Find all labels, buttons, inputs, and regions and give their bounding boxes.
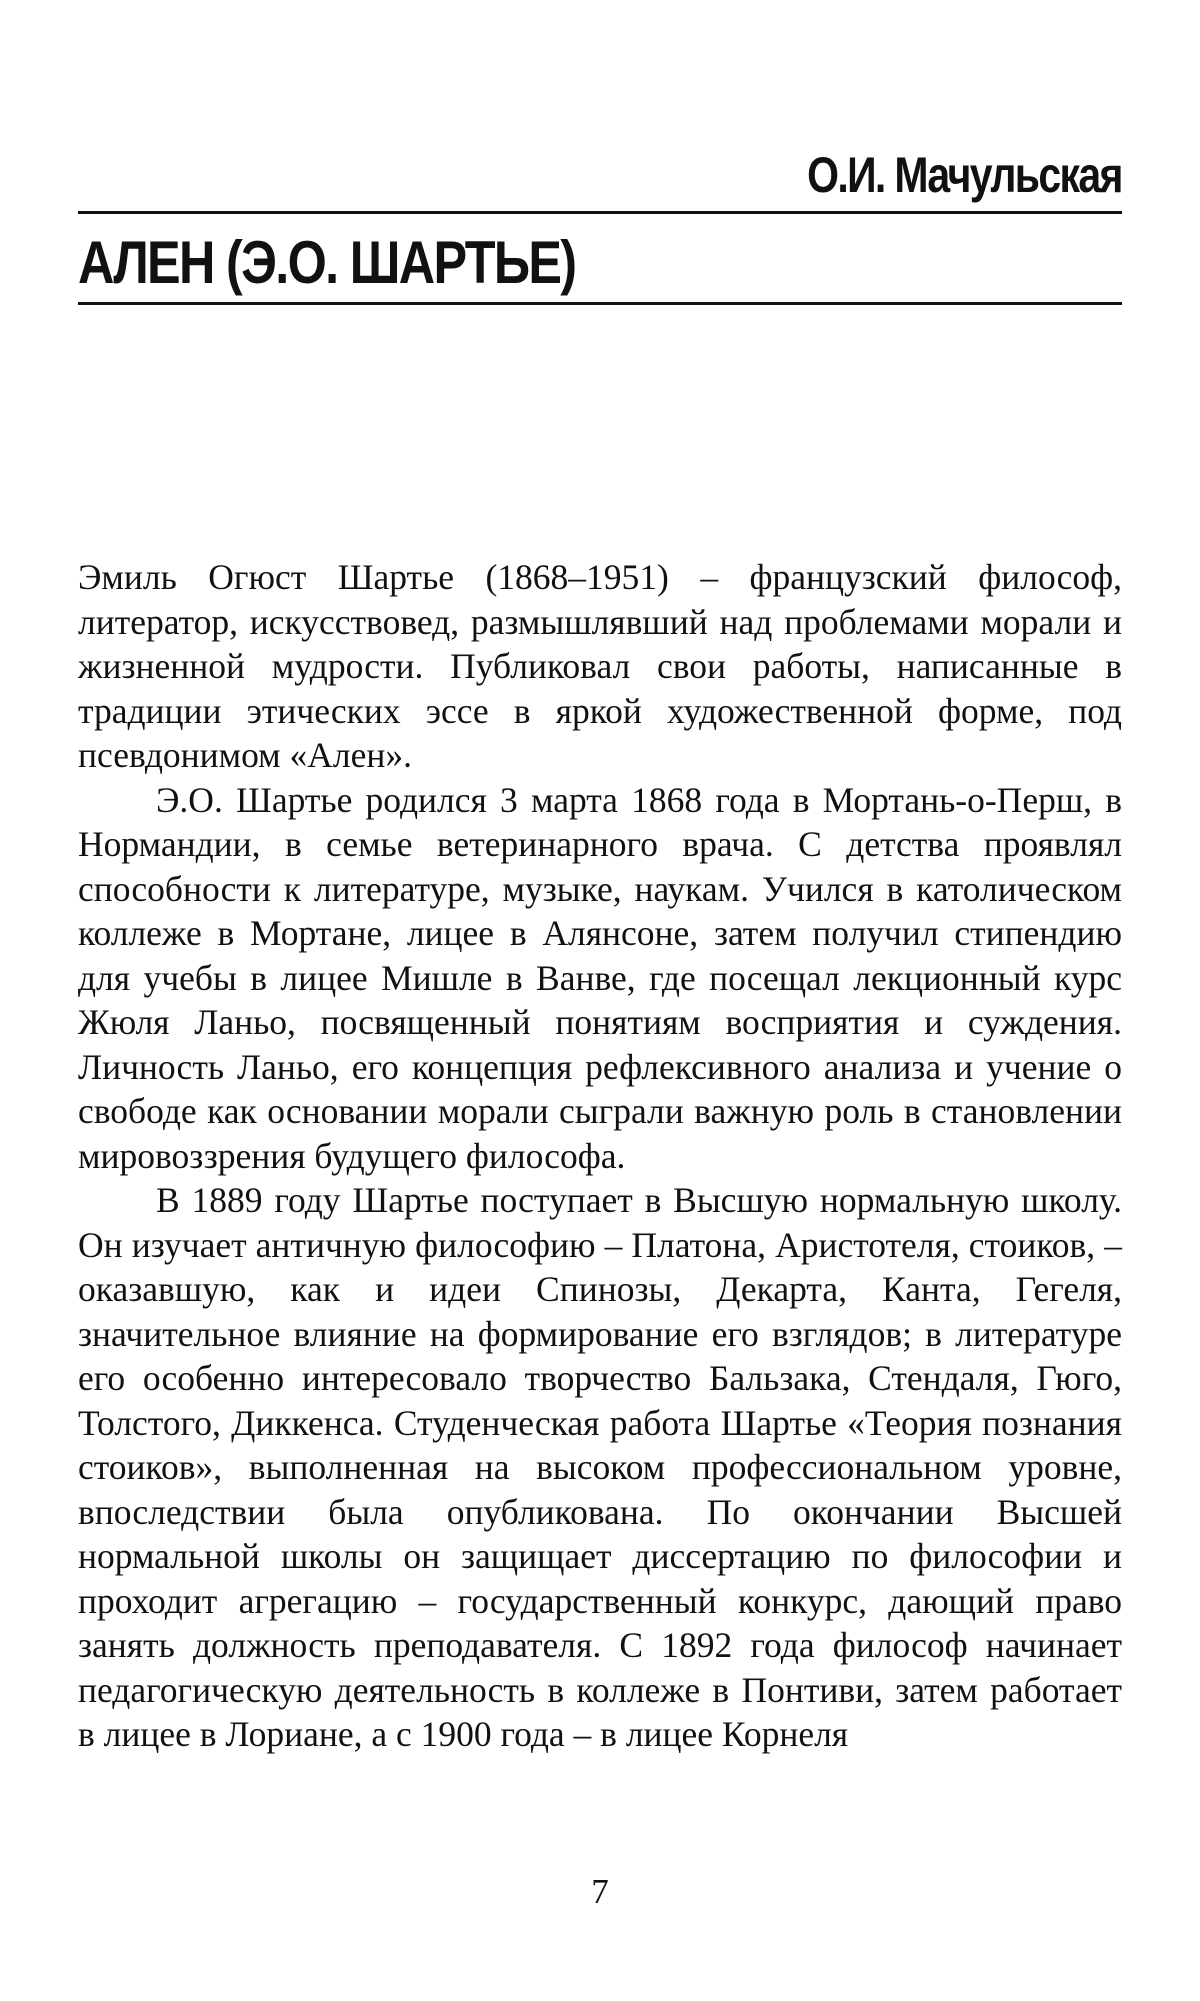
author-name: О.И. Мачульская — [807, 147, 1122, 203]
chapter-title: АЛЕН (Э.О. ШАРТЬЕ) — [78, 229, 576, 296]
header-rule-bottom — [78, 302, 1122, 305]
page-number: 7 — [591, 1872, 609, 1911]
header-rule-top — [78, 211, 1122, 214]
body-text — [78, 555, 1122, 1757]
book-page — [78, 0, 1122, 2001]
paragraph: В 1889 году Шартье поступает в Высшую нормальную школу. Он изучает античную философию – Платона, Аристотеля, стоиков, – оказавшую, как и идеи Спинозы, Декарта, Канта, Гегеля, значительное влияние на формирование его взглядов; в литературе его особенно интересовало творчество Бальзака, Стендаля, Гюго, Толстого, Диккенса. Студенческая работа Шартье «Теория познания стоиков», выполненная на высоком профессиональном уровне, впоследствии была опубликована. По окончании Высшей нормальной школы он защищает диссертацию по философии и проходит агрегацию – государственный конкурс, дающий право занять должность преподавателя. С 1892 года философ начинает педагогическую деятельность в коллеже в Понтиви, затем работает в лицее в Лориане, а с 1900 года – в лицее Корнеля — [78, 1180, 1122, 1754]
paragraph: Эмиль Огюст Шартье (1868–1951) – французский философ, литератор, искусствовед, размышлявший над проблемами морали и жизненной мудрости. Публиковал свои работы, написанные в традиции этических эссе в яркой художественной форме, под псевдонимом «Ален». — [78, 557, 1122, 775]
paragraph: Э.О. Шартье родился 3 марта 1868 года в Мортань-о-Перш, в Нормандии, в семье ветеринарного врача. С детства проявлял способности к литературе, музыке, наукам. Учился в католическом коллеже в Мортане, лицее в Алянсоне, затем получил стипендию для учебы в лицее Мишле в Ванве, где посещал лекционный курс Жюля Ланьо, посвященный понятиям восприятия и суждения. Личность Ланьо, его концепция рефлексивного анализа и учение о свободе как основании морали сыграли важную роль в становлении мировоззрения будущего философа. — [78, 779, 1122, 1176]
